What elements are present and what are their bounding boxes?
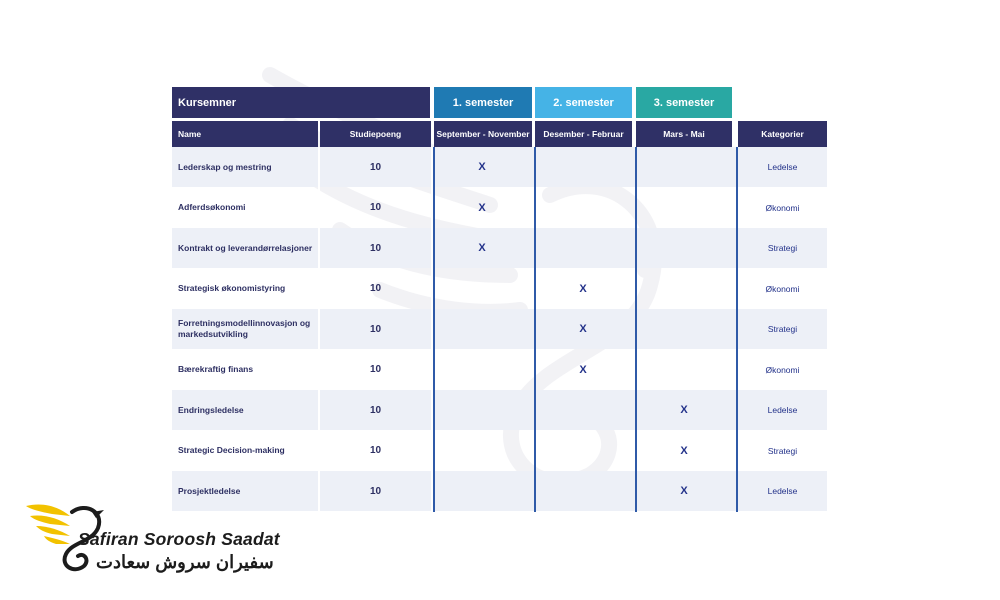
category-cell: Ledelse xyxy=(767,486,798,496)
table-row xyxy=(172,309,827,349)
table-row xyxy=(172,147,827,187)
semester-3-mark xyxy=(636,147,732,187)
semester-2-mark: X xyxy=(579,282,587,295)
course-name-cell: Bærekraftig finans xyxy=(178,364,254,374)
semester-3-mark xyxy=(636,350,732,390)
semester-1-mark xyxy=(434,309,530,349)
column-divider xyxy=(318,147,320,512)
semester-2-mark xyxy=(535,228,631,268)
course-name-cell: Strategisk økonomistyring xyxy=(178,283,286,293)
category-cell: Strategi xyxy=(767,324,798,334)
credits-cell: 10 xyxy=(369,242,382,254)
credits-cell: 10 xyxy=(369,364,382,375)
semester-3-mark xyxy=(636,309,732,349)
course-name-cell: Strategic Decision-making xyxy=(178,445,285,455)
semester-1-mark xyxy=(434,350,530,390)
category-cell: Økonomi xyxy=(765,202,800,213)
course-name-cell: Forretningsmodellinnovasjon og markedsutvikling xyxy=(178,318,311,339)
table-row xyxy=(172,431,827,471)
semester-3-mark xyxy=(636,269,732,309)
logo-text-english: Safiran Soroosh Saadat xyxy=(78,529,280,549)
course-name-cell: Prosjektledelse xyxy=(178,485,241,496)
semester-2-mark: X xyxy=(579,363,587,376)
table-row xyxy=(172,188,827,228)
semester-2-mark xyxy=(535,390,631,430)
semester-1-mark: X xyxy=(478,242,486,254)
credits-cell: 10 xyxy=(369,283,382,294)
category-cell: Økonomi xyxy=(765,283,800,294)
credits-column-header: Studiepoeng xyxy=(320,121,431,147)
credits-cell: 10 xyxy=(369,404,382,416)
table-row xyxy=(172,390,827,430)
category-cell: Strategi xyxy=(767,445,798,456)
semester-2-mark xyxy=(535,188,631,228)
credits-cell: 10 xyxy=(369,445,382,456)
name-column-header: Name xyxy=(172,121,318,147)
category-cell: Strategi xyxy=(767,243,798,253)
credits-cell: 10 xyxy=(369,161,382,173)
semester-1-header: 1. semester xyxy=(434,87,532,118)
course-name-cell: Adferdsøkonomi xyxy=(178,202,246,212)
course-name-cell: Endringsledelse xyxy=(178,404,244,415)
semester-2-mark xyxy=(535,431,631,471)
courses-header: Kursemner xyxy=(172,87,430,118)
table-row xyxy=(172,228,827,268)
category-cell: Økonomi xyxy=(765,364,800,375)
semester-divider xyxy=(635,147,637,512)
semester-2-header: 2. semester xyxy=(535,87,632,118)
period-2-column-header: Desember - Februar xyxy=(535,121,632,147)
semester-1-mark: X xyxy=(478,201,486,214)
period-1-column-header: September - November xyxy=(434,121,532,147)
semester-divider xyxy=(736,147,738,512)
credits-cell: 10 xyxy=(369,485,382,497)
credits-cell: 10 xyxy=(369,202,382,213)
semester-2-mark: X xyxy=(579,323,587,335)
semester-3-mark xyxy=(636,228,732,268)
semester-divider xyxy=(433,147,435,512)
semester-1-mark xyxy=(434,431,530,471)
course-name-cell: Lederskap og mestring xyxy=(178,161,272,172)
semester-3-mark: X xyxy=(680,444,688,457)
semester-2-mark xyxy=(535,471,631,511)
table-row xyxy=(172,269,827,309)
semester-1-mark xyxy=(434,269,530,309)
semester-1-mark xyxy=(434,471,530,511)
semester-3-mark: X xyxy=(680,404,688,416)
semester-1-mark: X xyxy=(478,161,486,173)
table-row xyxy=(172,350,827,390)
semester-3-header: 3. semester xyxy=(636,87,732,118)
category-cell: Ledelse xyxy=(767,405,798,415)
credits-cell: 10 xyxy=(369,323,382,335)
logo-text-persian: سفیران سروش سعادت xyxy=(96,552,274,572)
semester-3-mark xyxy=(636,188,732,228)
category-column-header: Kategorier xyxy=(738,121,827,147)
course-name-cell: Kontrakt og leverandørrelasjoner xyxy=(178,242,313,253)
semester-1-mark xyxy=(434,390,530,430)
semester-3-mark: X xyxy=(680,485,688,497)
category-cell: Ledelse xyxy=(767,162,798,172)
period-3-column-header: Mars - Mai xyxy=(636,121,732,147)
semester-divider xyxy=(534,147,536,512)
semester-2-mark xyxy=(535,147,631,187)
course-table xyxy=(172,87,832,512)
